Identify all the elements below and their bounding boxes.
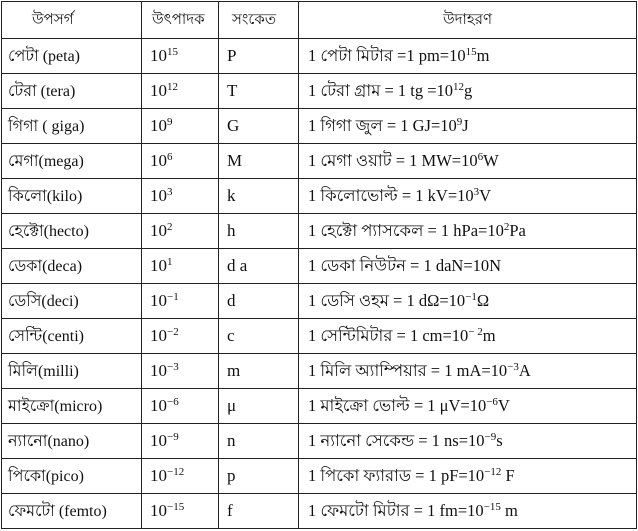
example-text: s	[496, 430, 503, 450]
example-cell	[299, 109, 637, 144]
example-text: W	[483, 150, 499, 170]
prefix-cell: মাইক্রো(micro)	[2, 389, 142, 424]
factor-cell	[142, 389, 219, 424]
factor-base: 10	[150, 291, 167, 310]
example-exponent: −3	[507, 360, 519, 373]
factor-cell	[142, 319, 219, 354]
factor-exponent: 6	[167, 151, 173, 163]
example-text: 1 পেটা মিটার =1 pm=10	[308, 45, 466, 65]
factor-base: 10	[150, 466, 167, 485]
factor-cell	[142, 74, 219, 109]
example-text: V	[497, 395, 510, 415]
factor-cell	[142, 214, 219, 249]
example-exponent: −1	[465, 290, 477, 303]
factor-exponent: −9	[167, 431, 179, 443]
example-text: 1 সেন্টিমিটার = 1 cm=10	[308, 325, 469, 345]
factor-cell	[142, 249, 219, 284]
example-text: m	[500, 500, 518, 520]
example-cell	[299, 284, 637, 319]
factor-cell	[142, 459, 219, 494]
factor-base: 10	[150, 431, 167, 450]
example-text: 1 ন্যানো সেকেন্ড = 1 ns=10	[308, 430, 485, 450]
factor-base: 10	[150, 326, 167, 345]
factor-exponent: −12	[167, 466, 185, 478]
table-row	[2, 39, 637, 74]
example-text: m	[482, 325, 496, 345]
prefix-cell: ন্যানো(nano)	[2, 424, 142, 459]
factor-base: 10	[150, 221, 167, 240]
example-text: m	[476, 45, 490, 65]
factor-exponent: 15	[167, 46, 178, 58]
symbol-cell: M	[219, 144, 299, 179]
prefix-cell: হেক্টো(hecto)	[2, 214, 142, 249]
prefix-cell: পিকো(pico)	[2, 459, 142, 494]
symbol-cell: f	[219, 494, 299, 529]
factor-base: 10	[150, 361, 167, 380]
factor-exponent: −2	[167, 326, 179, 338]
factor-exponent: 2	[167, 221, 173, 233]
example-text: 1 ডেকা নিউটন = 1 daN=10N	[308, 255, 502, 275]
factor-cell	[142, 109, 219, 144]
factor-cell	[142, 39, 219, 74]
symbol-cell: μ	[219, 389, 299, 424]
factor-exponent: −6	[167, 396, 179, 408]
example-exponent: −12	[484, 465, 502, 478]
factor-cell	[142, 284, 219, 319]
example-cell	[299, 249, 637, 284]
table-row	[2, 249, 637, 284]
prefix-cell: ডেসি(deci)	[2, 284, 142, 319]
header-example: উদাহরণ	[299, 2, 637, 39]
factor-cell	[142, 144, 219, 179]
factor-cell	[142, 424, 219, 459]
example-text: 1 ফেমটো মিটার = 1 fm=10	[308, 500, 484, 520]
factor-cell	[142, 179, 219, 214]
example-text: 1 মাইক্রো ভোল্ট = 1 μV=10	[308, 395, 487, 415]
example-exponent: 12	[453, 80, 465, 93]
example-text: F	[501, 465, 515, 485]
table-row	[2, 354, 637, 389]
example-cell	[299, 74, 637, 109]
header-factor: উৎপাদক	[142, 2, 219, 39]
factor-exponent: −15	[167, 501, 185, 513]
symbol-cell: d a	[219, 249, 299, 284]
example-text: Ω	[476, 290, 490, 310]
example-text: A	[518, 360, 531, 380]
prefix-cell: ডেকা(deca)	[2, 249, 142, 284]
factor-base: 10	[150, 81, 167, 100]
symbol-cell: G	[219, 109, 299, 144]
factor-cell	[142, 354, 219, 389]
table-row	[2, 74, 637, 109]
symbol-cell: d	[219, 284, 299, 319]
table-body	[2, 39, 637, 529]
header-prefix: উপসর্গ	[2, 2, 142, 39]
factor-exponent: 12	[167, 81, 178, 93]
example-exponent: −6	[486, 395, 498, 408]
prefix-cell: মিলি(milli)	[2, 354, 142, 389]
example-cell	[299, 424, 637, 459]
example-text: 1 গিগা জুল = 1 GJ=10	[308, 115, 457, 135]
example-cell	[299, 179, 637, 214]
prefix-cell: গিগা ( giga)	[2, 109, 142, 144]
example-text: J	[462, 115, 469, 135]
example-exponent: 2	[503, 220, 510, 233]
example-text: 1 পিকো ফ্যারাড = 1 pF=10	[308, 465, 485, 485]
example-text: V	[479, 185, 492, 205]
header-row	[2, 2, 637, 39]
factor-exponent: −1	[167, 291, 179, 303]
example-cell	[299, 389, 637, 424]
symbol-cell: m	[219, 354, 299, 389]
symbol-cell: h	[219, 214, 299, 249]
factor-base: 10	[150, 151, 167, 170]
example-exponent: −15	[483, 500, 501, 513]
example-cell	[299, 214, 637, 249]
example-text: 1 ডেসি ওহম = 1 dΩ=10	[308, 290, 466, 310]
prefix-cell: টেরা (tera)	[2, 74, 142, 109]
table-row	[2, 459, 637, 494]
factor-cell	[142, 494, 219, 529]
prefix-cell: সেন্টি(centi)	[2, 319, 142, 354]
prefix-cell: মেগা(mega)	[2, 144, 142, 179]
factor-exponent: 3	[167, 186, 173, 198]
example-cell	[299, 459, 637, 494]
prefix-cell: ফেমটো (femto)	[2, 494, 142, 529]
factor-exponent: 1	[167, 256, 173, 268]
example-exponent: 6	[477, 150, 484, 163]
symbol-cell: c	[219, 319, 299, 354]
table-row	[2, 424, 637, 459]
example-exponent: 3	[473, 185, 480, 198]
factor-exponent: −3	[167, 361, 179, 373]
symbol-cell: p	[219, 459, 299, 494]
symbol-cell: T	[219, 74, 299, 109]
table-row	[2, 494, 637, 529]
table-row	[2, 109, 637, 144]
table-header	[2, 2, 637, 39]
si-prefix-table	[1, 1, 637, 529]
factor-base: 10	[150, 46, 167, 65]
prefix-cell: কিলো(kilo)	[2, 179, 142, 214]
header-symbol: সংকেত	[219, 2, 299, 39]
example-cell	[299, 39, 637, 74]
table-row	[2, 319, 637, 354]
table-row	[2, 389, 637, 424]
example-text: Pa	[509, 220, 526, 240]
table-row	[2, 144, 637, 179]
example-text: 1 কিলোভোল্ট = 1 kV=10	[308, 185, 474, 205]
factor-base: 10	[150, 501, 167, 520]
example-cell	[299, 494, 637, 529]
table-row	[2, 179, 637, 214]
table-row	[2, 214, 637, 249]
example-exponent: − 2	[468, 325, 483, 338]
table-row	[2, 284, 637, 319]
factor-base: 10	[150, 186, 167, 205]
prefix-cell: পেটা (peta)	[2, 39, 142, 74]
example-cell	[299, 354, 637, 389]
factor-base: 10	[150, 256, 167, 275]
symbol-cell: k	[219, 179, 299, 214]
example-text: 1 মিলি অ্যাম্পিয়ার = 1 mA=10	[308, 360, 508, 380]
example-exponent: 9	[456, 115, 463, 128]
factor-base: 10	[150, 116, 167, 135]
example-cell	[299, 144, 637, 179]
example-text: 1 টেরা গ্রাম = 1 tg =10	[308, 80, 454, 100]
symbol-cell: n	[219, 424, 299, 459]
example-exponent: −9	[484, 430, 497, 443]
example-exponent: 15	[465, 45, 477, 58]
factor-base: 10	[150, 396, 167, 415]
symbol-cell: P	[219, 39, 299, 74]
factor-exponent: 9	[167, 116, 173, 128]
example-text: 1 হেক্টো প্যাসকেল = 1 hPa=10	[308, 220, 504, 240]
example-text: g	[464, 80, 473, 100]
example-text: 1 মেগা ওয়াট = 1 MW=10	[308, 150, 478, 170]
example-cell	[299, 319, 637, 354]
